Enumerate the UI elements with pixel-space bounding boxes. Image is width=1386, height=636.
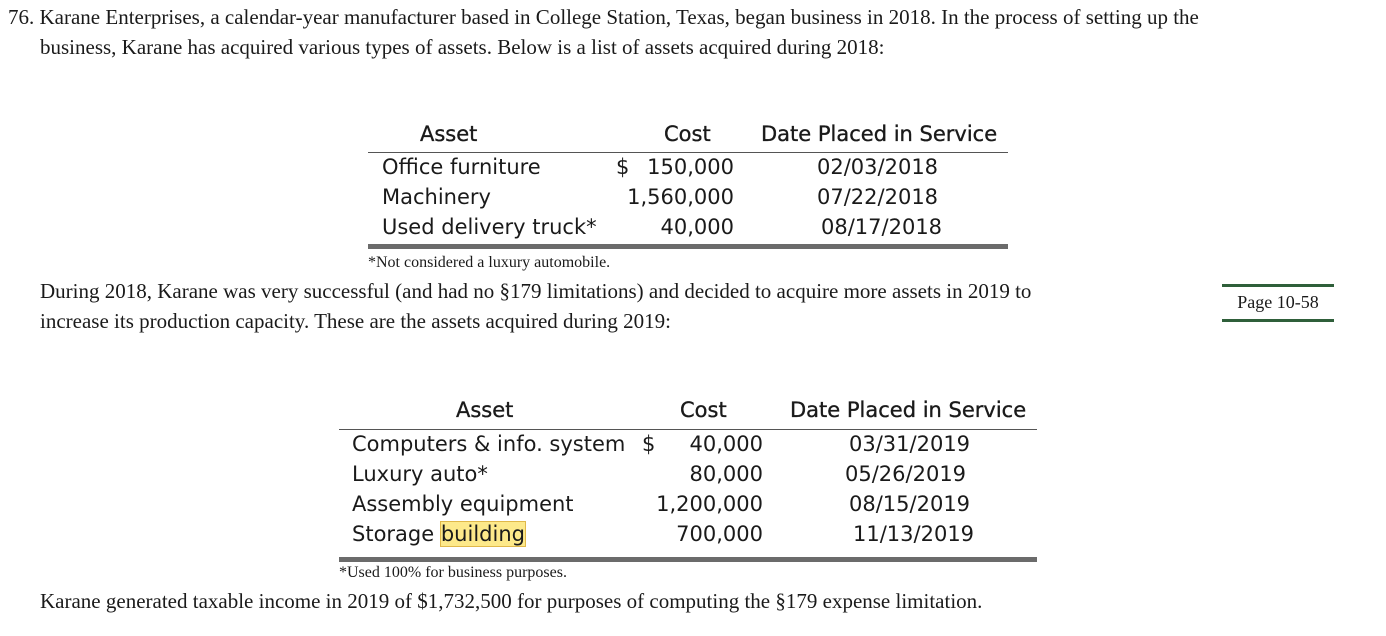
header-rule: [368, 152, 1008, 153]
header-date: Date Placed in Service: [790, 398, 1027, 422]
asset-date: 05/26/2019: [845, 462, 967, 486]
problem-intro: [8, 2, 1358, 62]
table-bottom-rule: [339, 557, 1037, 562]
table-row: [368, 155, 1008, 185]
asset-date: 08/17/2018: [821, 215, 943, 239]
header-cost: Cost: [680, 398, 727, 422]
asset-cost: 150,000: [647, 155, 734, 179]
asset-name: Office furniture: [382, 155, 541, 179]
intro-line-1: 76. Karane Enterprises, a calendar-year manufacturer based in College Station, Texas, began business in 2018. In the process of setting up the: [8, 5, 1199, 29]
asset-name: Used delivery truck*: [382, 215, 597, 239]
footnote-2018: *Not considered a luxury automobile.: [368, 254, 611, 271]
dollar-sign: $: [642, 432, 656, 456]
table-row: [368, 185, 1008, 215]
asset-name: Machinery: [382, 185, 491, 209]
table-row: [339, 492, 1037, 522]
dollar-sign: $: [616, 155, 630, 179]
paragraph-2019: [40, 276, 1190, 336]
asset-cost: 1,560,000: [627, 185, 734, 209]
header-date: Date Placed in Service: [761, 122, 998, 146]
taxable-income-statement: Karane generated taxable income in 2019 of $1,732,500 for purposes of computing the §179 expense limitation.: [40, 589, 983, 613]
table-row: [368, 215, 1008, 245]
asset-name-prefix: Storage: [352, 522, 441, 546]
asset-name: [352, 522, 525, 546]
asset-name: Computers & info. system: [352, 432, 626, 456]
asset-date: 03/31/2019: [849, 432, 971, 456]
asset-cost: 80,000: [689, 462, 763, 486]
highlighted-word[interactable]: building: [440, 522, 525, 546]
page-reference: Page 10-58: [1222, 284, 1334, 322]
assets-2018-table: [368, 122, 1008, 252]
table-bottom-rule: [368, 244, 1008, 249]
header-rule: [339, 429, 1037, 430]
table-row: [339, 432, 1037, 462]
asset-date: 08/15/2019: [849, 492, 971, 516]
asset-name: Luxury auto*: [352, 462, 488, 486]
asset-cost: 40,000: [660, 215, 734, 239]
header-asset: Asset: [456, 398, 514, 422]
assets-2019-table: [339, 398, 1037, 564]
asset-date: 07/22/2018: [817, 185, 939, 209]
header-cost: Cost: [664, 122, 711, 146]
asset-cost: 700,000: [676, 522, 763, 546]
asset-date: 11/13/2019: [853, 522, 975, 546]
table-row: [339, 462, 1037, 492]
footnote-2019: *Used 100% for business purposes.: [339, 564, 567, 581]
asset-cost: 1,200,000: [656, 492, 763, 516]
asset-name: Assembly equipment: [352, 492, 574, 516]
asset-date: 02/03/2018: [817, 155, 939, 179]
para2-line-1: During 2018, Karane was very successful (and had no §179 limitations) and decided to acquire more assets in 2019 to: [40, 279, 1032, 303]
table-row: [339, 522, 1037, 552]
intro-line-2: business, Karane has acquired various types of assets. Below is a list of assets acquired during 2018:: [40, 35, 885, 59]
asset-cost: 40,000: [689, 432, 763, 456]
para2-line-2: increase its production capacity. These are the assets acquired during 2019:: [40, 309, 671, 333]
header-asset: Asset: [420, 122, 478, 146]
